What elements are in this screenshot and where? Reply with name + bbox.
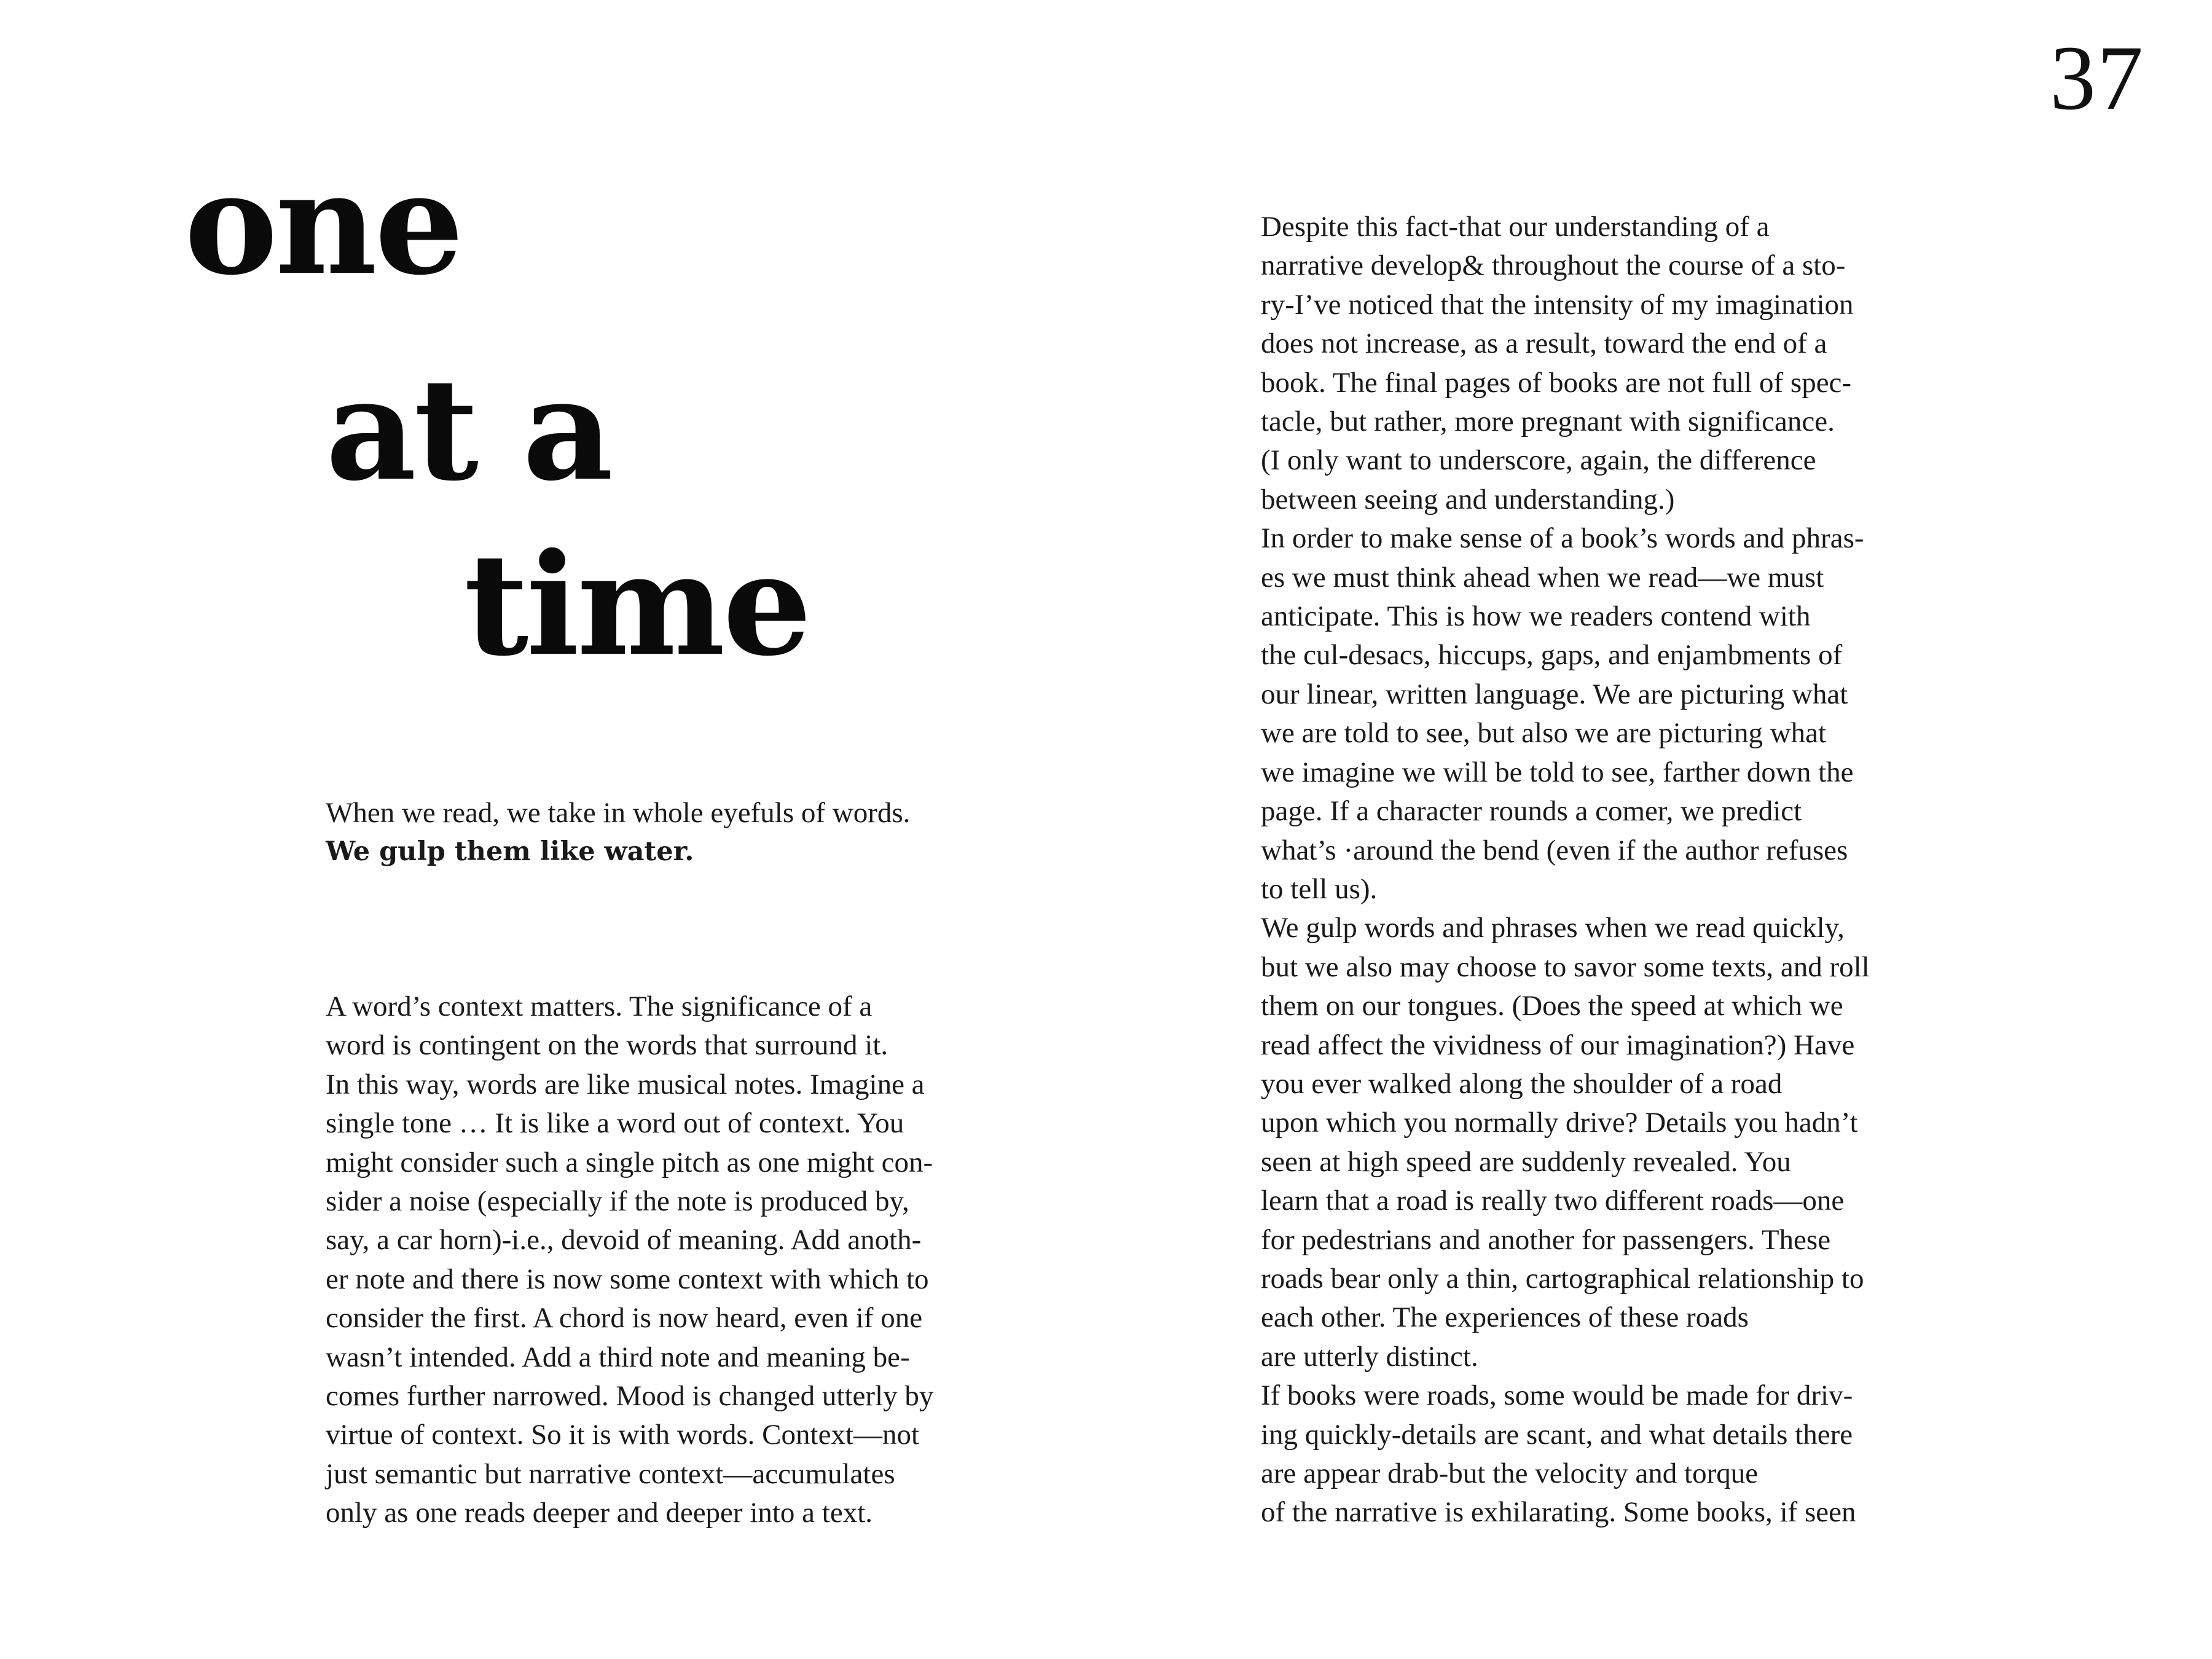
page-number: 37	[2050, 27, 2144, 129]
text-line: ing quickly-details are scant, and what details there	[1261, 1418, 1853, 1451]
text-line: upon which you normally drive? Details you hadn’t	[1261, 1107, 1858, 1139]
text-line: If books were roads, some would be made for driv-	[1261, 1379, 1853, 1412]
text-line: each other. The experiences of these roads	[1261, 1301, 1749, 1334]
text-line: tacle, but rather, more pregnant with significance.	[1261, 406, 1835, 438]
text-line: learn that a road is really two different roads—one	[1261, 1185, 1845, 1217]
text-line: we imagine we will be told to see, farther down the	[1261, 756, 1854, 788]
text-line: er note and there is now some context with which to	[326, 1263, 929, 1295]
text-line: does not increase, as a result, toward the end of a	[1261, 327, 1827, 360]
headline-line-at-a: at a	[326, 347, 611, 512]
text-line: narrative develop& throughout the course of a sto-	[1261, 249, 1846, 282]
text-line: virtue of context. So it is with words. Context—not	[326, 1419, 920, 1451]
lede-paragraph	[326, 794, 910, 872]
text-line: say, a car horn)-i.e., devoid of meaning. Add anoth-	[326, 1224, 922, 1257]
text-line: consider the first. A chord is now heard, even if one	[326, 1302, 923, 1335]
lede-bold-line: We gulp them like water.	[326, 836, 694, 868]
text-line: for pedestrians and another for passengers. These	[1261, 1223, 1831, 1256]
text-line: are appear drab-but the velocity and torque	[1261, 1457, 1759, 1489]
text-line: the cul-desacs, hiccups, gaps, and enjambments of	[1261, 639, 1843, 672]
text-line: seen at high speed are suddenly revealed. You	[1261, 1145, 1791, 1178]
headline-line-time: time	[464, 522, 810, 687]
text-line: wasn’t intended. Add a third note and meaning be-	[326, 1341, 910, 1373]
text-line: our linear, written language. We are picturing what	[1261, 678, 1848, 710]
text-line: but we also may choose to savor some texts, and roll	[1261, 951, 1870, 983]
text-line: what’s ·around the bend (even if the author refuses	[1261, 834, 1848, 866]
text-line: we are told to see, but also we are picturing what	[1261, 717, 1827, 750]
text-line: single tone … It is like a word out of context. You	[326, 1107, 904, 1140]
text-line: ry-I’ve noticed that the intensity of my imagination	[1261, 288, 1854, 321]
text-line: page. If a character rounds a comer, we predict	[1261, 795, 1802, 828]
lede-line: When we read, we take in whole eyefuls of words.	[326, 797, 911, 829]
text-line: just semantic but narrative context—accumulates	[326, 1457, 895, 1490]
text-line: of the narrative is exhilarating. Some books, if seen	[1261, 1496, 1856, 1529]
text-line: In this way, words are like musical notes. Imagine a	[326, 1068, 925, 1100]
right-column-paragraph	[1261, 208, 1870, 1532]
text-line: comes further narrowed. Mood is changed utterly by	[326, 1380, 934, 1413]
text-line: We gulp words and phrases when we read quickly,	[1261, 912, 1845, 944]
text-line: Despite this fact-that our understanding of a	[1261, 211, 1770, 243]
text-line: book. The final pages of books are not full of spec-	[1261, 366, 1852, 399]
text-line: anticipate. This is how we readers contend with	[1261, 600, 1811, 633]
text-line: between seeing and understanding.)	[1261, 483, 1675, 516]
text-line: read affect the vividness of our imagination?) Have	[1261, 1029, 1855, 1061]
text-line: word is contingent on the words that surround it.	[326, 1029, 888, 1062]
text-line: only as one reads deeper and deeper into a text.	[326, 1497, 873, 1529]
text-line: sider a noise (especially if the note is produced by,	[326, 1185, 909, 1218]
text-line: es we must think ahead when we read—we must	[1261, 561, 1824, 594]
text-line: In order to make sense of a book’s words and phras-	[1261, 522, 1864, 555]
headline-line-one: one	[184, 141, 461, 306]
text-line: (I only want to underscore, again, the difference	[1261, 444, 1816, 477]
text-line: to tell us).	[1261, 873, 1378, 905]
text-line: A word’s context matters. The significance of a	[326, 990, 873, 1022]
text-line: you ever walked along the shoulder of a road	[1261, 1067, 1783, 1100]
text-line: might consider such a single pitch as one might con-	[326, 1146, 933, 1179]
text-line: are utterly distinct.	[1261, 1340, 1478, 1373]
text-line: them on our tongues. (Does the speed at which we	[1261, 990, 1843, 1022]
left-column-paragraph	[326, 987, 933, 1533]
text-line: roads bear only a thin, cartographical relationship to	[1261, 1262, 1864, 1295]
